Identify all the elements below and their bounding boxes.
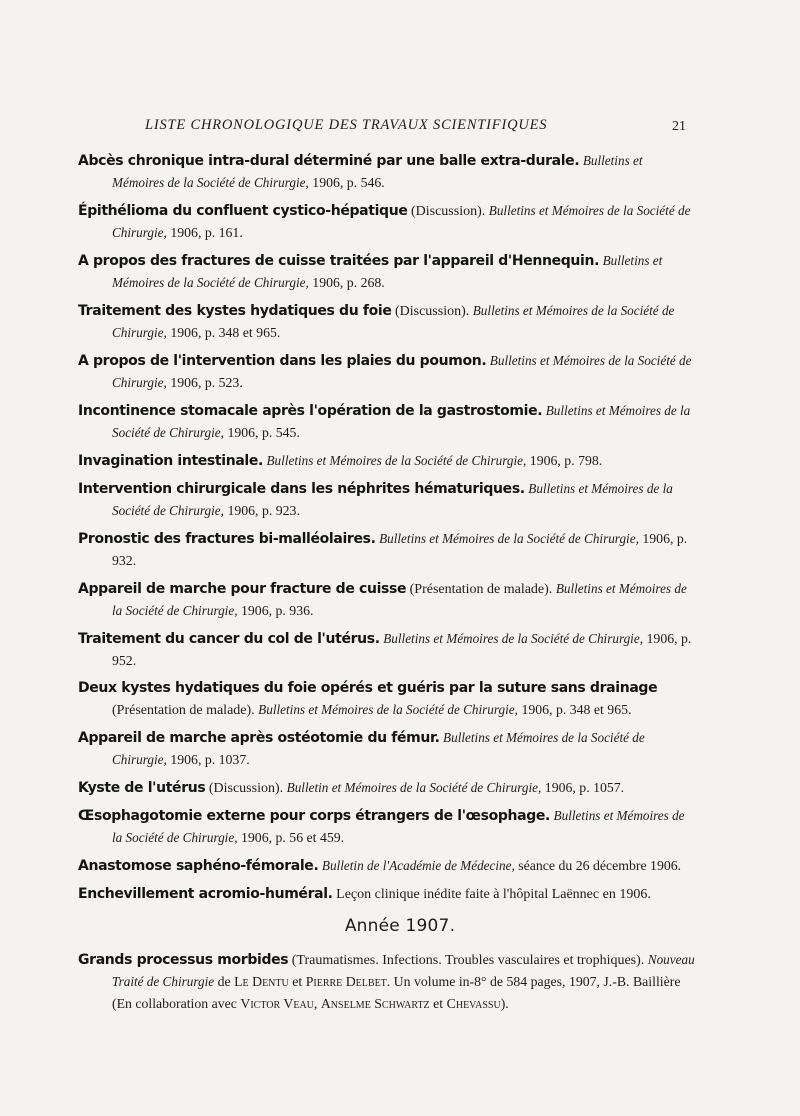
list-item	[78, 450, 698, 472]
list-item	[78, 727, 698, 771]
entry-reference: 1906, p. 348 et 965.	[170, 325, 281, 340]
entry-title: Appareil de marche après ostéotomie du fémur.	[78, 730, 440, 746]
author-name: Pierre Delbet	[305, 974, 387, 989]
entry-title: Grands processus morbides	[78, 952, 289, 968]
entry-journal: Bulletins et Mémoires de la Société de Chirurgie,	[112, 203, 691, 240]
running-header: LISTE CHRONOLOGIQUE DES TRAVAUX SCIENTIFIQUES	[145, 117, 548, 133]
entry-journal: Bulletin et Mémoires de la Société de Chirurgie,	[286, 780, 542, 795]
entry-title: Kyste de l'utérus	[78, 780, 206, 796]
entry-journal: Bulletins et Mémoires de la Société de Chirurgie,	[258, 702, 518, 717]
author-name: Chevassu	[446, 996, 501, 1011]
entry-reference: 1906, p. 1057.	[544, 780, 625, 795]
entry-title: Abcès chronique intra-dural déterminé par une balle extra-durale.	[78, 153, 580, 169]
entry-journal: Bulletins et Mémoires de la Société de Chirurgie,	[112, 353, 692, 390]
entry-note: (Présentation de malade).	[409, 582, 553, 597]
list-item	[78, 150, 698, 194]
entry-reference: 1906, p. 348 et 965.	[521, 702, 632, 717]
list-item	[78, 300, 698, 344]
list-item	[78, 478, 698, 522]
page-number: 21	[672, 119, 686, 134]
list-item	[78, 578, 698, 622]
list-item	[78, 200, 698, 244]
list-item	[78, 883, 698, 905]
entry-title: A propos de l'intervention dans les plaies du poumon.	[78, 353, 487, 369]
list-item	[78, 528, 698, 572]
entry-reference: 1906, p. 1037.	[170, 752, 250, 767]
year-heading: Année 1907.	[344, 916, 456, 936]
list-item: Grands processus morbides (Traumatismes. Infections. Troubles vasculaires et trophiques). Nouveau Traité de Chirurgie de Le Dentu et Pierre Delbet. Un volume in-8° de 584 pages, 1907, J.-B. Baillière (En collaboration avec Victor Veau, Anselme Schwartz et Chevassu).	[78, 952, 695, 1011]
list-item	[78, 678, 698, 721]
list-item	[78, 250, 698, 294]
entry-reference: 1906, p. 923.	[227, 503, 300, 518]
entry-title: Traitement du cancer du col de l'utérus.	[78, 631, 380, 647]
entry-title: Épithélioma du confluent cystico-hépatique	[78, 203, 408, 219]
entry-journal: Bulletins et Mémoires de la Société de Chirurgie,	[112, 403, 691, 440]
entry-journal: Bulletins et Mémoires de la Société de Chirurgie,	[266, 453, 527, 468]
entry-reference: 1906, p. 161.	[170, 225, 243, 240]
entry-journal: Bulletins et Mémoires de la Société de Chirurgie,	[112, 581, 687, 618]
entry-title: Deux kystes hydatiques du foie opérés et guéris par la suture sans drainage	[78, 680, 658, 696]
entry-journal: Bulletin de l'Académie de Médecine,	[321, 858, 515, 873]
entry-journal: Bulletins et Mémoires de la Société de Chirurgie,	[379, 531, 639, 546]
entry-journal: Bulletins et Mémoires de la Société de Chirurgie,	[112, 303, 675, 340]
list-item	[78, 805, 698, 849]
entry-journal: Bulletins et Mémoires de la Société de Chirurgie,	[112, 253, 663, 290]
entry-title: Invagination intestinale.	[78, 453, 263, 469]
author-name: Victor Veau	[240, 996, 314, 1011]
entry-journal: Bulletins et Mémoires de la Société de Chirurgie,	[112, 481, 673, 518]
list-item	[78, 855, 698, 877]
entry-note: (Traumatismes. Infections. Troubles vasculaires et trophiques).	[291, 953, 645, 968]
entry-note: (Présentation de malade).	[112, 703, 255, 718]
author-name: Le Dentu	[234, 974, 289, 989]
entry-journal: Nouveau Traité de Chirurgie	[112, 952, 695, 989]
entry-note: (Discussion).	[394, 304, 470, 319]
entry-journal: Bulletins et Mémoires de la Société de Chirurgie,	[112, 153, 643, 190]
entry-journal: Bulletins et Mémoires de la Société de Chirurgie,	[383, 631, 644, 646]
entry-title: Appareil de marche pour fracture de cuisse	[78, 581, 407, 597]
entry-title: A propos des fractures de cuisse traitées par l'appareil d'Hennequin.	[78, 253, 600, 269]
entry-reference: 1906, p. 546.	[312, 175, 385, 190]
entry-title: Traitement des kystes hydatiques du foie	[78, 303, 392, 319]
list-item	[78, 350, 698, 394]
entry-title: Pronostic des fractures bi-malléolaires.	[78, 531, 376, 547]
entry-note: (Discussion).	[208, 781, 284, 796]
entry-reference: séance du 26 décembre 1906.	[518, 858, 682, 873]
entry-title: Incontinence stomacale après l'opération de la gastrostomie.	[78, 403, 543, 419]
list-item	[78, 400, 698, 444]
entry-reference: 1906, p. 936.	[241, 603, 314, 618]
list-item	[78, 777, 698, 799]
bibliography-list-1906	[78, 150, 698, 911]
entry-note: Leçon clinique inédite faite à l'hôpital Laënnec en 1906.	[336, 887, 651, 902]
bibliography-list-1907	[78, 949, 698, 1015]
author-name: Anselme Schwartz	[320, 996, 430, 1011]
entry-reference: 1906, p. 268.	[312, 275, 385, 290]
entry-title: Œsophagotomie externe pour corps étrangers de l'œsophage.	[78, 808, 551, 824]
entry-journal: Bulletins et Mémoires de la Société de Chirurgie,	[112, 730, 645, 767]
entry-journal: Bulletins et Mémoires de la Société de Chirurgie,	[112, 808, 685, 845]
entry-reference: 1906, p. 932.	[112, 531, 688, 568]
entry-title: Intervention chirurgicale dans les néphrites hématuriques.	[78, 481, 525, 497]
list-item	[78, 628, 698, 672]
entry-reference: 1906, p. 798.	[529, 453, 603, 468]
entry-note: (Discussion).	[410, 204, 486, 219]
entry-reference: 1906, p. 545.	[227, 425, 300, 440]
entry-reference: 1906, p. 952.	[112, 631, 692, 668]
entry-title: Enchevillement acromio-huméral.	[78, 886, 333, 902]
entry-reference: 1906, p. 56 et 459.	[241, 830, 345, 845]
entry-reference: 1906, p. 523.	[170, 375, 243, 390]
entry-title: Anastomose saphéno-fémorale.	[78, 858, 319, 874]
